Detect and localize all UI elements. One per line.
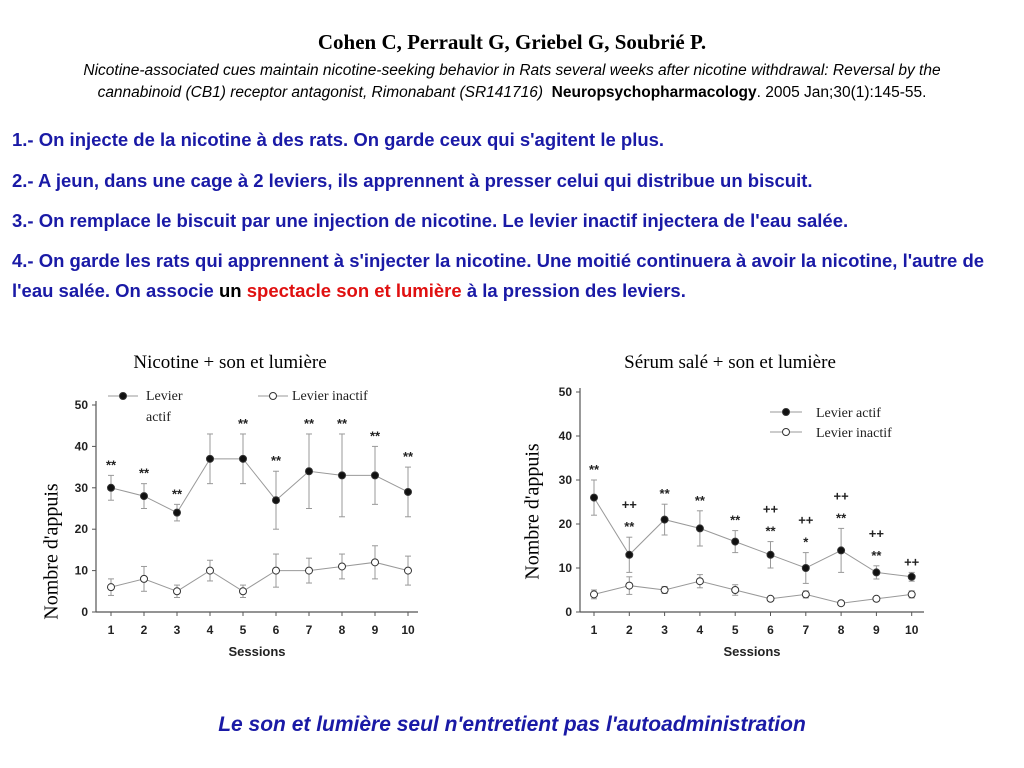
chart-2-point-1 [591,494,598,501]
chart-2-point-2 [873,595,880,602]
chart-2-point-2 [767,595,774,602]
chart-1-legend-marker-1 [120,393,127,400]
chart-1-point-2 [372,559,379,566]
chart-1-point-2 [405,567,412,574]
chart-2-x-tick-label: 1 [590,623,598,637]
chart-1-point-2 [339,563,346,570]
chart-2-legend-label-2: Levier inactif [816,426,892,441]
chart-2-significance-mark: * [803,534,809,550]
chart-2-point-1 [696,525,703,532]
chart-1-point-1 [240,455,247,462]
chart-2-significance-mark: ** [836,510,847,526]
chart-1-point-2 [141,575,148,582]
chart-1-y-tick-label: 20 [74,522,88,537]
chart-2-significance-mark: ++ [868,525,884,541]
chart-1-point-1 [306,468,313,475]
chart-2-significance-mark: ** [765,523,776,539]
chart-2-x-tick-label: 6 [767,623,774,637]
chart-1-significance-mark: ** [237,415,249,431]
chart-2-point-1 [873,569,880,576]
chart-2-series-line-2 [594,581,912,603]
chart-2-legend-marker-1 [783,409,790,416]
point-4-text: 4.- On garde les rats qui apprennent à s'injecter la nicotine. Une moitié continuera à avoir la nicotine, l'autre de l'eau salée. On associe [12,250,985,301]
chart-1-point-1 [207,455,214,462]
chart-2-x-label: Sessions [723,644,781,659]
chart-2-point-2 [802,591,809,598]
chart-2-significance-mark: ++ [621,497,637,513]
chart-2-point-1 [838,547,845,554]
chart-2-y-tick-label: 10 [558,561,572,575]
chart-1-title: Nicotine + son et lumière [133,352,327,373]
chart-1-x-tick-label: 9 [371,623,379,637]
citation-title: Nicotine-associated cues maintain nicotine-seeking behavior in Rats several weeks after nicotine withdrawal: Reversal by the cannabinoid (CB1) receptor antagonist, Rimonabant (SR141716) [83,62,941,101]
chart-1-x-tick-label: 3 [173,623,181,637]
chart-1-point-2 [273,567,280,574]
chart-2-significance-mark: ++ [798,512,814,528]
chart-2-point-2 [696,578,703,585]
chart-1-point-1 [108,484,115,491]
chart-2-title: Sérum salé + son et lumière [624,352,836,373]
citation-authors: Cohen C, Perrault G, Griebel G, Soubrié P. [317,30,707,54]
chart-2-point-2 [838,600,845,607]
point-2: 2.- A jeun, dans une cage à 2 leviers, ils apprennent à presser celui qui distribue un biscuit. [12,170,813,191]
chart-2-point-1 [802,565,809,572]
chart-1-y-tick-label: 50 [74,398,88,412]
point-4-end: à la pression des leviers. [466,280,686,301]
chart-1-point-1 [174,509,181,516]
chart-1-significance-mark: ** [402,449,414,465]
citation-journal: Neuropsychopharmacology [551,84,757,101]
chart-1-point-2 [108,584,115,591]
chart-1-point-2 [306,567,313,574]
chart-1-point-1 [273,497,280,504]
chart-1-significance-mark: ** [369,428,381,444]
chart-2-legend-marker-2 [783,429,790,436]
chart-1-x-tick-label: 10 [401,623,415,637]
chart-1-ylabel: Nombre d'appuis [40,483,63,620]
chart-2-y-tick-label: 20 [558,517,572,531]
chart-2-significance-mark: ** [871,547,882,563]
chart-1-y-tick-label: 40 [74,439,88,454]
chart-1-x-tick-label: 6 [272,623,280,637]
conclusion: Le son et lumière seul n'entretient pas l'autoadministration [218,713,806,736]
chart-1-x-label: Sessions [228,644,286,659]
point-3: 3.- On remplace le biscuit par une injection de nicotine. Le levier inactif injectera de l'eau salée. [12,210,849,231]
chart-2-point-1 [908,573,915,580]
chart-1-series-line-1 [111,459,408,513]
chart-2-series-line-1 [594,498,912,577]
chart-1-y-tick-label: 0 [81,605,88,619]
point-4-un: un [219,280,242,301]
chart-1-point-2 [207,567,214,574]
chart-1-significance-mark: ** [138,465,150,481]
chart-1-x-tick-label: 1 [107,623,115,637]
chart-2-x-tick-label: 7 [802,623,810,637]
chart-2-significance-mark: ++ [833,488,849,504]
chart-1-point-1 [141,493,148,500]
chart-2-point-1 [767,551,774,558]
chart-2-x-tick-label: 4 [696,623,704,637]
point-4-son-lumiere: son et lumière [336,280,462,301]
chart-1-x-tick-label: 8 [338,623,346,637]
chart-2-x-tick-label: 10 [905,623,919,637]
chart-1-significance-mark: ** [105,457,117,473]
chart-2-point-2 [661,587,668,594]
chart-1-significance-mark: ** [303,415,315,431]
chart-2-significance-mark: ** [659,486,670,502]
chart-2-significance-mark: ** [730,512,741,528]
chart-2-x-tick-label: 5 [731,623,739,637]
chart-1-point-2 [174,588,181,595]
chart-1-point-1 [405,488,412,495]
point-1: 1.- On injecte de la nicotine à des rats. On garde ceux qui s'agitent le plus. [12,129,665,150]
chart-1-point-1 [339,472,346,479]
chart-2-point-1 [732,538,739,545]
chart-2-ylabel: Nombre d'appuis [521,443,544,580]
chart-2-x-tick-label: 8 [837,623,845,637]
chart-1-significance-mark: ** [270,453,282,469]
chart-1-significance-mark: ** [336,415,348,431]
chart-2-point-2 [591,591,598,598]
citation-details: . 2005 Jan;30(1):145-55. [756,84,927,101]
chart-2-y-tick-label: 40 [558,429,572,443]
chart-2-point-2 [908,591,915,598]
chart-1-significance-mark: ** [171,486,183,502]
chart-1-legend-label-1: Levier [146,389,183,404]
chart-1-y-tick-label: 30 [74,480,88,495]
chart-1-series-line-2 [111,562,408,591]
chart-2-significance-mark: ** [694,492,705,508]
chart-2-significance-mark: ** [624,519,635,535]
chart-1-legend-marker-2 [270,393,277,400]
chart-2-point-1 [626,551,633,558]
chart-1-point-1 [372,472,379,479]
chart-2-y-tick-label: 0 [565,605,572,619]
chart-1-y-tick-label: 10 [74,563,88,578]
chart-1-point-2 [240,588,247,595]
chart-1-legend-label-1: actif [146,410,171,425]
chart-1-x-tick-label: 2 [140,623,148,637]
chart-1-legend-label-2: Levier inactif [292,389,368,404]
chart-2-y-tick-label: 50 [558,385,572,399]
point-4-spectacle: spectacle [246,280,332,301]
chart-2-legend-label-1: Levier actif [816,406,881,421]
chart-2-significance-mark: ** [588,462,600,477]
chart-2-y-tick-label: 30 [558,473,572,487]
chart-2-x-tick-label: 9 [873,623,880,637]
chart-1-x-tick-label: 7 [305,623,313,637]
chart-2-point-2 [626,582,633,589]
chart-1-x-tick-label: 4 [206,623,214,637]
chart-2-point-2 [732,587,739,594]
chart-2-significance-mark: ++ [904,554,920,570]
chart-1-x-tick-label: 5 [239,623,247,637]
chart-2-point-1 [661,516,668,523]
chart-2-x-tick-label: 3 [661,623,668,637]
chart-2-significance-mark: ++ [762,501,779,517]
chart-2-x-tick-label: 2 [625,623,633,637]
